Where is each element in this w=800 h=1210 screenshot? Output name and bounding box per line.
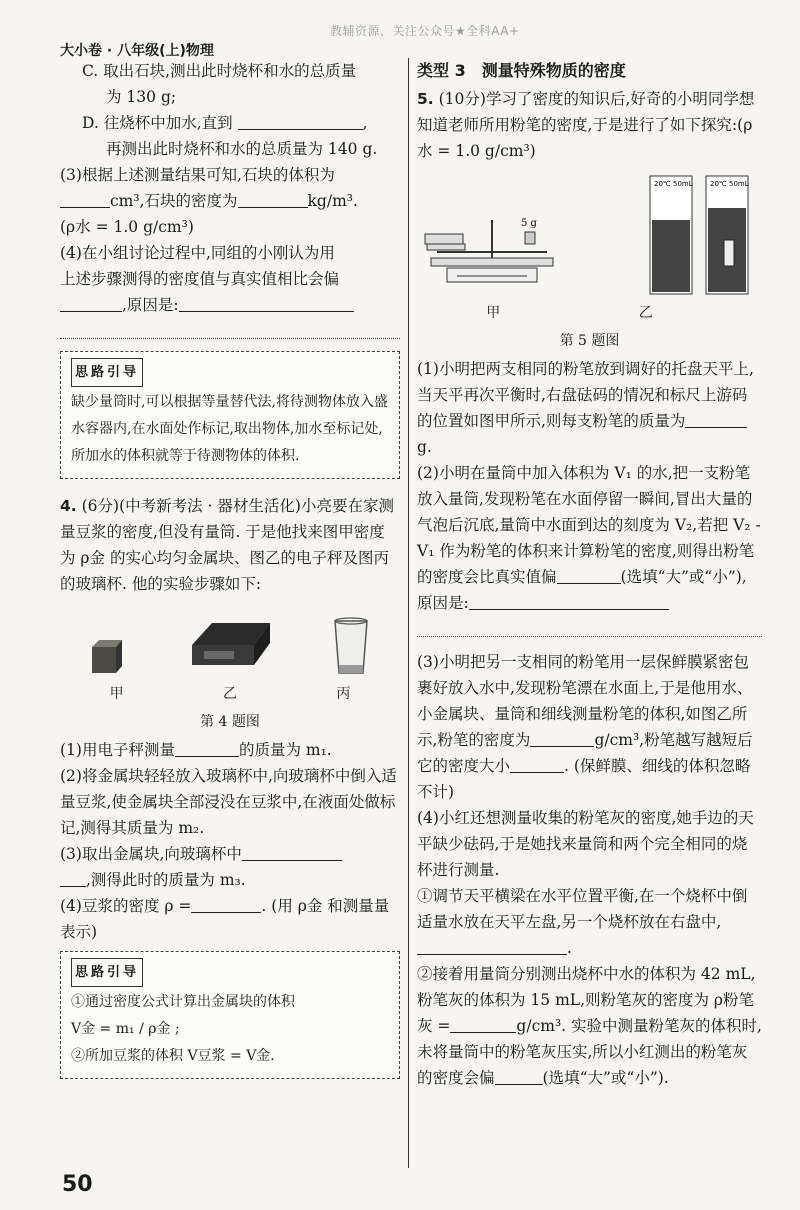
p5-q2 <box>417 460 762 616</box>
step-c-line1: C. 取出石块,测出此时烧杯和水的总质量 <box>82 62 357 80</box>
answer-blank-p5-4-2a[interactable] <box>450 1016 516 1033</box>
answer-line[interactable] <box>60 324 400 339</box>
figure-4-labels <box>60 681 400 707</box>
tip-title-2: 思路引导 <box>71 958 143 987</box>
answer-blank-p5-2-reason[interactable] <box>469 593 669 610</box>
chalk-stack-2 <box>427 244 465 250</box>
p4-step3-tail: ,测得此时的质量为 m₃. <box>86 871 246 889</box>
problem-4-text: (6分)(中考新考法 · 器材生活化)小亮要在家测量豆浆的密度,但没有量筒. 于是他找来图甲密度为 ρ金 的实心均匀金属块、图乙的电子秤及图丙的玻璃杯. 他的实验步骤如下: <box>60 497 394 593</box>
p5-q3-unit: g/cm³,粉笔越写越短后它的密度大小 <box>417 731 753 775</box>
q3-unit: kg/m³. <box>307 192 358 210</box>
electronic-scale-image <box>182 617 272 677</box>
p4-step1-text: (1)用电子秤测量 <box>60 741 175 759</box>
weight-icon <box>525 232 535 244</box>
figure-4-caption: 第 4 题图 <box>200 714 260 730</box>
tip-text: 缺少量筒时,可以根据等量替代法,将待测物体放入盛水容器内,在水面处作标记,取出物体,加水至标记处,所加水的体积就等于待测物体的体积. <box>71 394 388 464</box>
answer-blank-p5-4-1[interactable] <box>417 938 567 955</box>
fig4-label-yi: 乙 <box>222 686 237 702</box>
problem-5-head <box>417 86 762 164</box>
answer-blank-p5-3a[interactable] <box>530 730 594 747</box>
q4-line2: 上述步骤测得的密度值与真实值相比会偏 <box>60 270 340 288</box>
q3-line2 <box>60 188 400 214</box>
answer-blank-p5-2[interactable] <box>557 567 621 584</box>
page-header: 大小卷 · 八年级(上)物理 <box>60 43 214 59</box>
p5-q2-text: (2)小明在量筒中加入体积为 V₁ 的水,把一支粉笔放入量筒,发现粉笔在水面停留一瞬间,冒出大量的气泡后沉底,量筒中水面到达的刻度为 V₂,若把 V₂ - V₁ 作为粉笔的体积来计算粉笔的密度,则得出粉笔的密度会比真实值偏 <box>417 464 761 586</box>
answer-blank-p4-3b[interactable] <box>60 870 86 887</box>
cylinder-1-water <box>652 220 690 292</box>
p5-q4-1-text: ①调节天平横梁在水平位置平衡,在一个烧杯中倒适量水放在天平左盘,另一个烧杯放在右盘中, <box>417 887 748 931</box>
answer-blank-reason[interactable] <box>179 295 354 312</box>
section-title: 类型 3 测量特殊物质的密度 <box>417 61 626 80</box>
answer-blank-p4-3a[interactable] <box>242 844 342 861</box>
watermark: 教辅资源，关注公众号★全科AA+ <box>330 24 520 38</box>
scale-display <box>204 651 234 659</box>
tip2-line2: V金 = m₁ / ρ金 ; <box>71 1021 180 1037</box>
p5-q4-2-text: ②接着用量筒分别测出烧杯中水的体积为 42 mL,粉笔灰的体积为 15 mL,则粉笔灰的密度为 ρ粉笔灰 = <box>417 965 756 1035</box>
step-d-line2: 再测出此时烧杯和水的总质量为 140 g. <box>106 140 378 158</box>
p4-step4-tail: . (用 ρ金 和测量量表示) <box>60 897 390 941</box>
cylinder-1-label: 20℃ 50mL <box>654 180 693 188</box>
p5-q1-unit: g. <box>417 438 432 456</box>
p4-step1-tail: 的质量为 m₁. <box>238 741 332 759</box>
q3-line1: (3)根据上述测量结果可知,石块的体积为 <box>60 166 335 184</box>
p5-q3-text: (3)小明把另一支相同的粉笔用一层保鲜膜紧密包裹好放入水中,发现粉笔漂在水面上,于是他用水、小金属块、量筒和细线测量粉笔的体积,如图乙所示,粉笔的密度为 <box>417 653 753 749</box>
p5-q4-2-tail: (选填“大”或“小”). <box>542 1069 669 1087</box>
fig4-label-bing: 丙 <box>336 686 351 702</box>
glass-base <box>339 665 363 673</box>
figure-5-labels <box>417 300 762 326</box>
answer-blank-q4[interactable] <box>60 295 122 312</box>
q3-line3: (ρ水 = 1.0 g/cm³) <box>60 218 194 236</box>
answer-blank-p5-4-2b[interactable] <box>495 1068 543 1085</box>
p4-step1 <box>60 737 400 763</box>
p5-q1-text: (1)小明把两支相同的粉笔放到调好的托盘天平上,当天平再次平衡时,右盘砝码的情况和标尺上游码的位置如图甲所示,则每支粉笔的质量为 <box>417 360 754 430</box>
answer-blank-density[interactable] <box>238 191 308 208</box>
cylinder-2-label: 20℃ 50mL <box>710 180 749 188</box>
problem-5-text: (10分)学习了密度的知识后,好奇的小明同学想知道老师所用粉笔的密度,于是进行了如下探究:(ρ水 = 1.0 g/cm³) <box>417 90 755 160</box>
answer-line-p5[interactable] <box>417 622 762 637</box>
balance-body <box>447 268 537 282</box>
figure-5-caption: 第 5 题图 <box>559 333 620 349</box>
tip2-line3: ②所加豆浆的体积 V豆浆 = V金. <box>71 1048 275 1064</box>
answer-blank-p5-3b[interactable] <box>510 756 564 773</box>
tip2-line1: ①通过密度公式计算出金属块的体积 <box>71 994 295 1010</box>
page-number: 50 <box>62 1172 93 1197</box>
q4-line1: (4)在小组讨论过程中,同组的小刚认为用 <box>60 244 335 262</box>
p5-q3 <box>417 649 762 805</box>
fig5-label-yi: 乙 <box>638 305 653 321</box>
tip-title: 思路引导 <box>71 358 143 387</box>
p5-q2-tail: (选填“大”或“小”),原因是: <box>417 568 747 612</box>
tip-box-2 <box>60 951 400 1079</box>
figure-5 <box>417 170 762 300</box>
step-d-text: D. 往烧杯中加水,直到 <box>82 114 233 132</box>
metal-block-image <box>89 637 123 677</box>
answer-blank-d[interactable] <box>238 113 363 130</box>
fig5-label-jia: 甲 <box>486 305 501 321</box>
fig4-label-jia: 甲 <box>109 686 124 702</box>
p4-step4-text: (4)豆浆的密度 ρ = <box>60 897 192 915</box>
p5-q3-tail: . (保鲜膜、细线的体积忽略不计) <box>417 757 751 801</box>
p4-step2: (2)将金属块轻轻放入玻璃杯中,向玻璃杯中倒入适量豆浆,使金属块全部浸没在豆浆中,在液面处做标记,测得其质量为 m₂. <box>60 767 397 837</box>
left-column <box>60 58 400 1089</box>
problem-number: 4. <box>60 497 77 515</box>
right-column <box>417 58 762 1091</box>
problem-4-head <box>60 493 400 597</box>
step-d-line1: D. 往烧杯中加水,直到 , <box>82 114 368 132</box>
balance-base <box>431 258 553 266</box>
p5-q4-2 <box>417 961 762 1091</box>
q3-text: cm³,石块的密度为 <box>110 192 238 210</box>
figure-4 <box>60 607 400 677</box>
block-front <box>92 647 116 673</box>
weight-label: 5 g <box>521 218 537 229</box>
glass-cup-image <box>331 617 371 677</box>
answer-blank-p4-1[interactable] <box>175 740 239 757</box>
q4-line3 <box>60 292 400 318</box>
p4-step3 <box>60 841 400 893</box>
column-divider <box>408 58 409 1168</box>
answer-blank-volume[interactable] <box>60 191 110 208</box>
cylinders-image <box>642 170 762 300</box>
p4-step3-text: (3)取出金属块,向玻璃杯中 <box>60 845 242 863</box>
p5-q4-2-mid: g/cm³. 实验中测量粉笔灰的体积时,未将量筒中的粉笔灰压实,所以小红测出的粉笔灰的密度会偏 <box>417 1017 762 1087</box>
balance-image <box>417 190 567 300</box>
tip-box-1 <box>60 351 400 479</box>
step-c-line2: 为 130 g; <box>106 88 177 106</box>
q4-reason-label: ,原因是: <box>122 296 179 314</box>
p4-step4 <box>60 893 400 945</box>
p5-q4-1: ①调节天平横梁在水平位置平衡,在一个烧杯中倒适量水放在天平左盘,另一个烧杯放在右盘中,. <box>417 887 748 957</box>
answer-blank-p4-4[interactable] <box>191 896 261 913</box>
p5-q4: (4)小红还想测量收集的粉笔灰的密度,她手边的天平缺少砝码,于是她找来量筒和两个完全相同的烧杯进行测量. <box>417 809 754 879</box>
answer-blank-p5-1[interactable] <box>685 411 747 428</box>
chalk-stack <box>425 234 463 244</box>
p5-q1 <box>417 356 762 460</box>
problem-number-5: 5. <box>417 90 434 108</box>
chalk-in-water <box>724 240 734 266</box>
